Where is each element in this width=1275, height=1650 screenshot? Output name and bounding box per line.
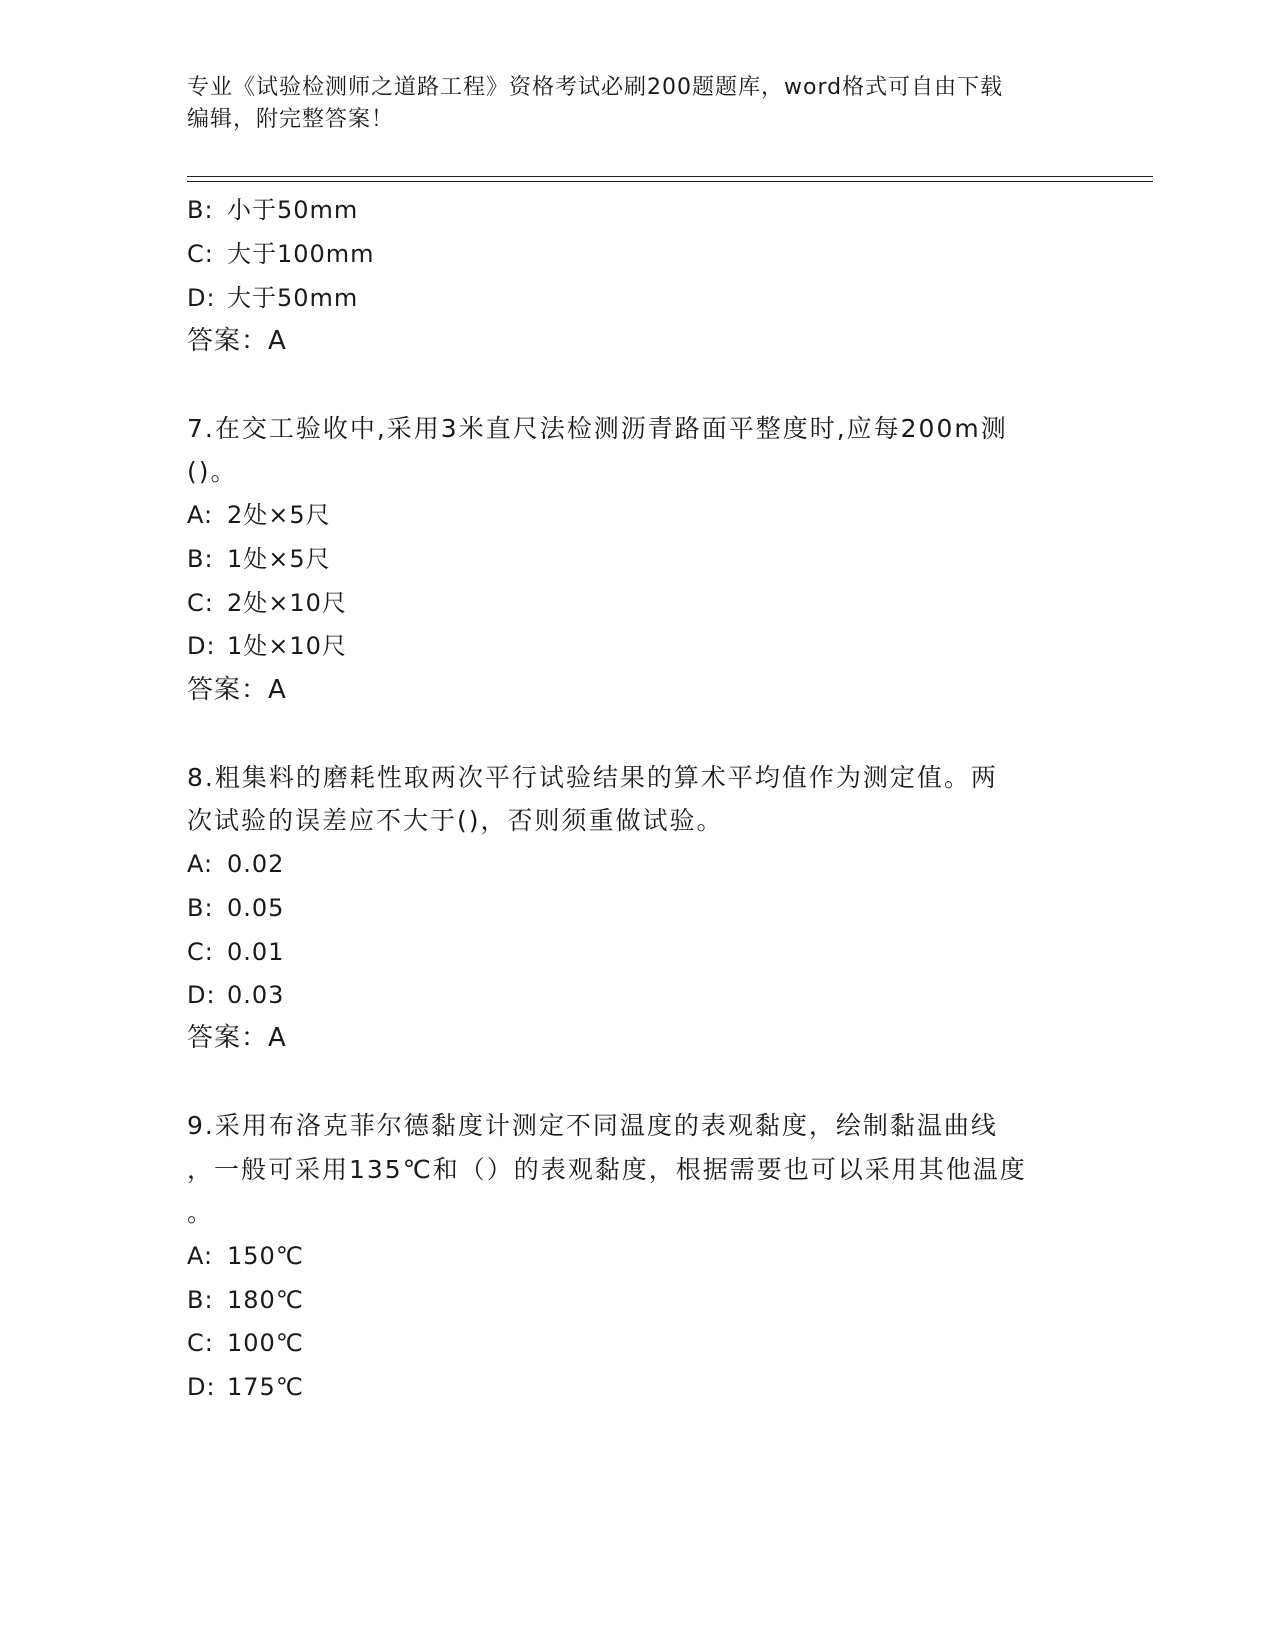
question-8-text-line-1: 8.粗集料的磨耗性取两次平行试验结果的算术平均值作为测定值。两 [187, 763, 998, 792]
option-letter: C: [187, 938, 214, 966]
option-text: 1处×10尺 [227, 632, 347, 660]
option-text: 大于100mm [227, 240, 375, 268]
option-a [187, 500, 331, 530]
answer-line: 答案：A [187, 1023, 287, 1053]
option-text: 175℃ [227, 1373, 304, 1401]
option-d [187, 283, 358, 313]
question-9-text-line-3: 。 [187, 1198, 215, 1227]
header-line-2: 编辑，附完整答案！ [187, 107, 395, 132]
option-d [187, 631, 347, 661]
option-letter: C: [187, 240, 214, 268]
option-b [187, 893, 284, 923]
option-d [187, 1372, 304, 1402]
option-text: 0.02 [227, 850, 285, 878]
question-9-text-line-2: ，一般可采用135℃和（）的表观黏度，根据需要也可以采用其他温度 [187, 1155, 1027, 1184]
option-c [187, 588, 347, 618]
option-letter: D: [187, 632, 216, 660]
option-letter: A: [187, 501, 214, 529]
option-b [187, 1285, 304, 1315]
option-text: 2处×10尺 [227, 589, 347, 617]
option-d [187, 980, 284, 1010]
option-text: 小于50mm [227, 196, 359, 224]
option-letter: D: [187, 1373, 216, 1401]
option-letter: D: [187, 284, 216, 312]
page-header [187, 72, 1087, 136]
header-divider-top [187, 176, 1153, 177]
option-text: 150℃ [227, 1242, 304, 1270]
option-letter: A: [187, 850, 214, 878]
answer-line: 答案：A [187, 675, 287, 705]
option-c [187, 937, 284, 967]
option-letter: B: [187, 196, 214, 224]
option-letter: C: [187, 1329, 214, 1357]
option-letter: B: [187, 1286, 214, 1314]
question-7-text-line-1: 7.在交工验收中,采用3米直尺法检测沥青路面平整度时,应每200m测 [187, 414, 1008, 443]
option-c [187, 1328, 304, 1358]
option-text: 1处×5尺 [227, 545, 331, 573]
option-text: 大于50mm [227, 284, 359, 312]
question-7-text-line-2: ()。 [187, 457, 238, 486]
option-text: 0.01 [227, 938, 285, 966]
header-line-1: 专业《试验检测师之道路工程》资格考试必刷200题题库，word格式可自由下载 [187, 75, 1004, 100]
option-b [187, 195, 358, 225]
option-text: 180℃ [227, 1286, 304, 1314]
option-text: 0.03 [227, 981, 285, 1009]
option-c [187, 239, 375, 269]
option-text: 0.05 [227, 894, 285, 922]
option-a [187, 849, 284, 879]
option-text: 100℃ [227, 1329, 304, 1357]
option-letter: C: [187, 589, 214, 617]
option-letter: A: [187, 1242, 214, 1270]
answer-line: 答案：A [187, 326, 287, 356]
option-letter: D: [187, 981, 216, 1009]
question-9-text-line-1: 9.采用布洛克菲尔德黏度计测定不同温度的表观黏度，绘制黏温曲线 [187, 1111, 998, 1140]
option-a [187, 1241, 304, 1271]
option-text: 2处×5尺 [227, 501, 331, 529]
question-8-text-line-2: 次试验的误差应不大于()，否则须重做试验。 [187, 806, 724, 835]
header-divider-bottom [187, 181, 1153, 182]
option-letter: B: [187, 545, 214, 573]
option-letter: B: [187, 894, 214, 922]
option-b [187, 544, 331, 574]
